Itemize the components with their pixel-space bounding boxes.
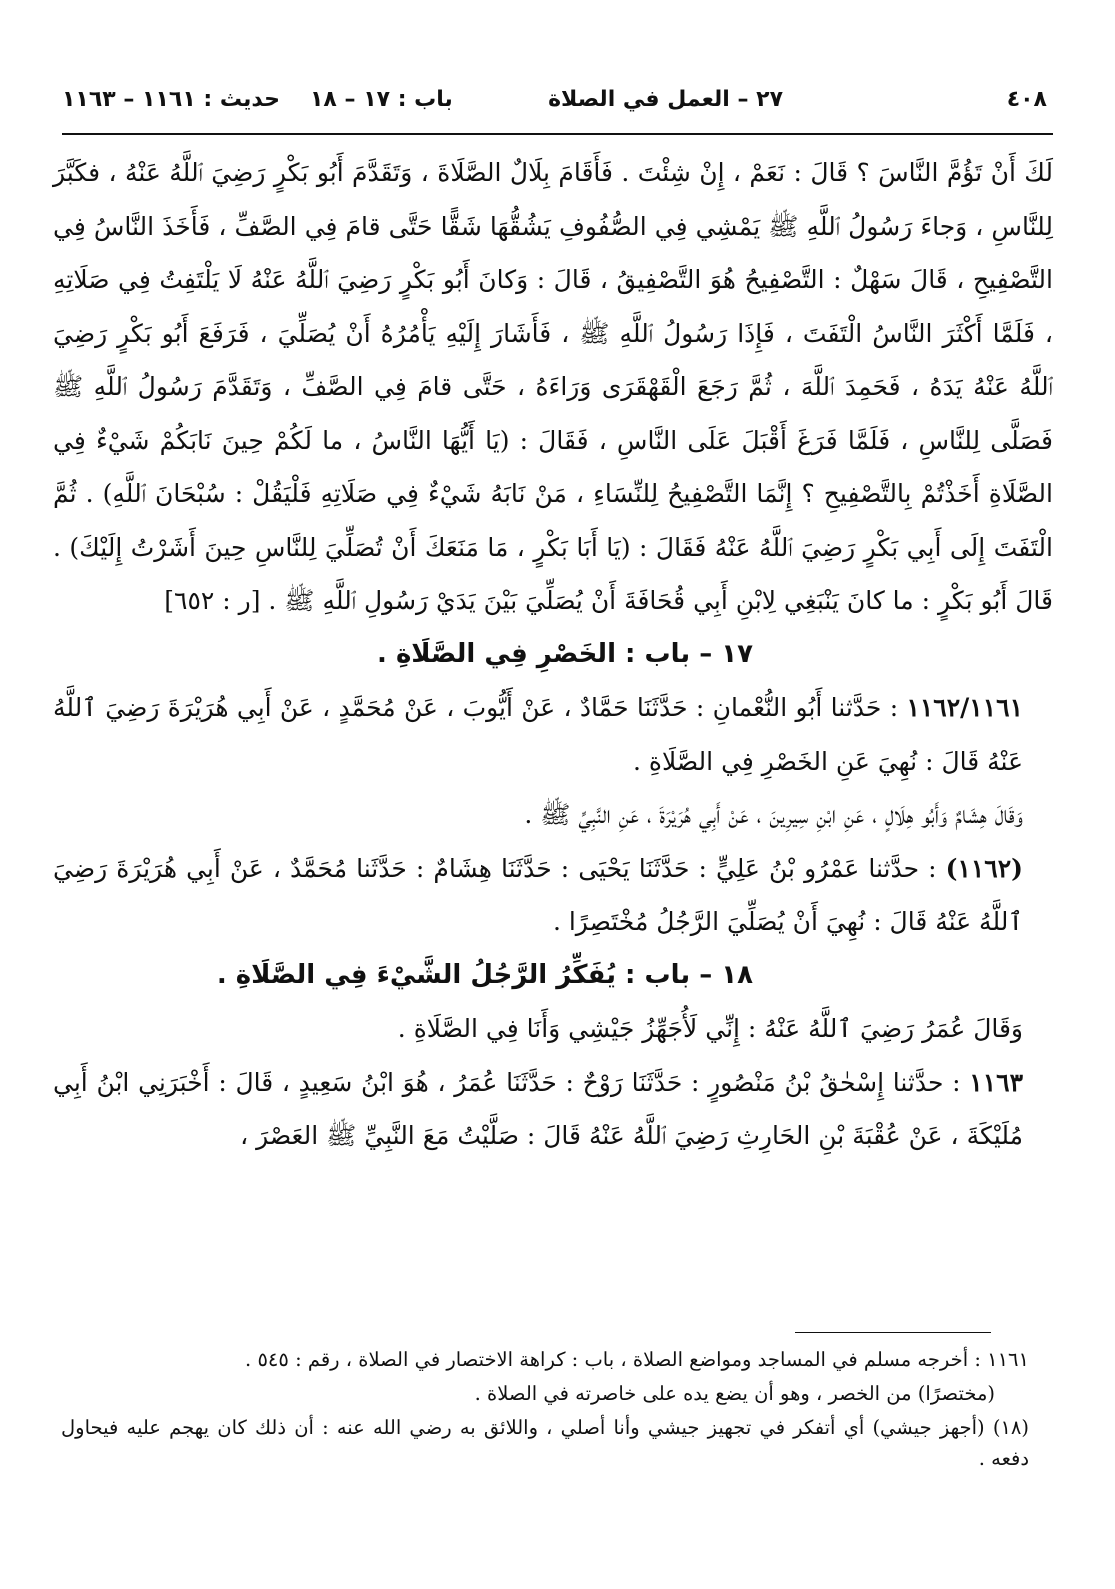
hadith-text: : حدَّثنا إِسْحٰقُ بْنُ مَنْصُورٍ : حَدَّثَنَا رَوْحٌ : حَدَّثَنَا عُمَرُ ، هُوَ ابْنُ سَعِيدٍ ، قَالَ : أَخْبَرَنِي ابْنُ أَبِي مُلَيْكَةَ ، عَنْ عُقْبَةَ بْنِ الحَارِثِ رَضِيَ ٱللَّهُ عَنْهُ قَالَ : صَلَّيْتُ مَعَ النَّبِيِّ ﷺ العَصْرَ ، <box>53 1067 1023 1150</box>
footnote-mukhtasiran: (مختصرًا) من الخصر ، وهو أن يضع يده على خاصرته في الصلاة . <box>474 1382 995 1405</box>
hadith-1163 <box>53 1056 1053 1163</box>
hadith-1161-note: وَقَالَ هِشَامٌ وَأَبُو هِلَالٍ ، عَنِ ابْنِ سِيرِينَ ، عَنْ أَبِي هُرَيْرَةَ ، عَنِ النَّبِيِّ ﷺ . <box>524 800 1023 829</box>
bab-18-heading: ١٨ – باب : يُفَكِّرُ الرَّجُلُ الشَّيْءَ فِي الصَّلَاةِ . <box>216 959 753 990</box>
main-text <box>53 146 1053 1163</box>
chapter-reference <box>62 80 453 120</box>
hadith-range: حديث : ١١٦١ – ١١٦٣ <box>62 87 280 112</box>
hadith-1160-continuation: لَكَ أَنْ تَؤُمَّ النَّاسَ ؟ قَالَ : نَعَمْ ، إِنْ شِئْتَ . فَأَقَامَ بِلَالٌ الصَّلَاةَ ، وَتَقَدَّمَ أَبُو بَكْرٍ رَضِيَ ٱللَّهُ عَنْهُ ، فكَبَّرَ لِلنَّاسِ ، وَجاءَ رَسُولُ ٱللَّهِ ﷺ يَمْشِي فِي الصُّفُوفِ يَشُقُّهَا شَقًّا حَتَّى قامَ فِي الصَّفِّ ، فَأَخَذَ النَّاسُ فِي التَّصْفِيحِ ، قَالَ سَهْلٌ : التَّصْفِيحُ هُوَ التَّصْفِيقُ ، قَالَ : وَكانَ أَبُو بَكْرٍ رَضِيَ ٱللَّهُ عَنْهُ لَا يَلْتَفِتُ فِي صَلَاتِهِ ، فَلَمَّا أَكْثَرَ النَّاسُ الْتَفَتَ ، فَإِذَا رَسُولُ ٱللَّهِ ﷺ ، فَأَشَارَ إِلَيْهِ يَأْمُرُهُ أَنْ يُصَلِّيَ ، فَرَفَعَ أَبُو بَكْرٍ رَضِيَ ٱللَّهُ عَنْهُ يَدَهُ ، فَحَمِدَ ٱللَّهَ ، ثُمَّ رَجَعَ الْقَهْقَرَى وَرَاءَهُ ، حَتَّى قامَ فِي الصَّفِّ ، وَتَقَدَّمَ رَسُولُ ٱللَّهِ ﷺ فَصَلَّى لِلنَّاسِ ، فَلَمَّا فَرَغَ أَقْبَلَ عَلَى النَّاسِ ، فَقَالَ : (يَا أَيُّهَا النَّاسُ ، ما لَكُمْ حِينَ نَابَكُمْ شَيْءٌ فِي الصَّلَاةِ أَخَذْتُمْ بِالتَّصْفِيحِ ؟ إِنَّمَا التَّصْفِيحُ لِلنِّسَاءِ ، مَنْ نَابَهُ شَيْءٌ فِي صَلَاتِهِ فَلْيَقُلْ : سُبْحَانَ ٱللَّهِ) . ثُمَّ الْتَفَتَ إِلَى أَبِي بَكْرٍ رَضِيَ ٱللَّهُ عَنْهُ فَقَالَ : (يَا أَبَا بَكْرٍ ، مَا مَنَعَكَ أَنْ تُصَلِّيَ لِلنَّاسِ حِينَ أَشَرْتُ إِلَيْكَ) . قَالَ أَبُو بَكْرٍ : ما كانَ يَنْبَغِي لِابْنِ أَبِي قُحَافَةَ أَنْ يُصَلِّيَ بَيْنَ يَدَيْ رَسُولِ ٱللَّهِ ﷺ . [ر : ٦٥٢] <box>53 158 1053 615</box>
hadith-1161 <box>53 681 1053 788</box>
footnote-1161: ١١٦١ : أخرجه مسلم في المساجد ومواضع الصلاة ، باب : كراهة الاختصار في الصلاة ، رقم : ٥٤٥ . <box>245 1348 1029 1371</box>
hadith-1162 <box>53 842 1053 949</box>
hadith-number: ١١٦٣ <box>969 1067 1024 1097</box>
hadith-text: : حَدَّثنا أَبُو النُّعْمانِ : حَدَّثَنَا حَمَّادٌ ، عَنْ أَيُّوبَ ، عَنْ مُحَمَّدٍ ، عَنْ أَبِي هُرَيْرَةَ رَضِيَ ٱللَّهُ عَنْهُ قَالَ : نُهِيَ عَنِ الخَصْرِ فِي الصَّلَاةِ . <box>53 693 1023 776</box>
footnote-18: (١٨) (أجهز جيشي) أي أتفكر في تجهيز جيشي وأنا أصلي ، واللائق به رضي الله عنه : أن ذلك كان يهجم عليه فيحاول دفعه . <box>61 1416 1029 1470</box>
footnote-divider <box>795 1332 991 1333</box>
hadith-number: (١١٦٢) <box>945 853 1023 883</box>
hadith-number: ١١٦٢/١١٦١ <box>906 693 1024 722</box>
bab-18-note: وَقَالَ عُمَرُ رَضِيَ ٱللَّهُ عَنْهُ : إِنِّي لَأُجَهِّزُ جَيْشِي وَأَنَا فِي الصَّلَاةِ . <box>397 1014 1023 1043</box>
running-header <box>62 80 1053 128</box>
page-number: ٤٠٨ <box>1006 87 1047 112</box>
bab-17-heading: ١٧ – باب : الخَصْرِ فِي الصَّلَاةِ . <box>377 638 753 669</box>
footnotes <box>61 1344 1029 1477</box>
chapter-title: ٢٧ – العمل في الصلاة <box>548 87 783 112</box>
hadith-text: : حدَّثنا عَمْرُو بْنُ عَلِيٍّ : حَدَّثَنَا يَحْيَى : حَدَّثَنَا هِشَامٌ : حَدَّثَنا مُحَمَّدٌ ، عَنْ أَبِي هُرَيْرَةَ رَضِيَ ٱللَّهُ عَنْهُ قَالَ : نُهِيَ أَنْ يُصَلِّيَ الرَّجُلُ مُخْتَصِرًا . <box>53 853 1023 936</box>
header-divider <box>62 133 1053 135</box>
bab-range: باب : ١٧ – ١٨ <box>310 87 453 112</box>
